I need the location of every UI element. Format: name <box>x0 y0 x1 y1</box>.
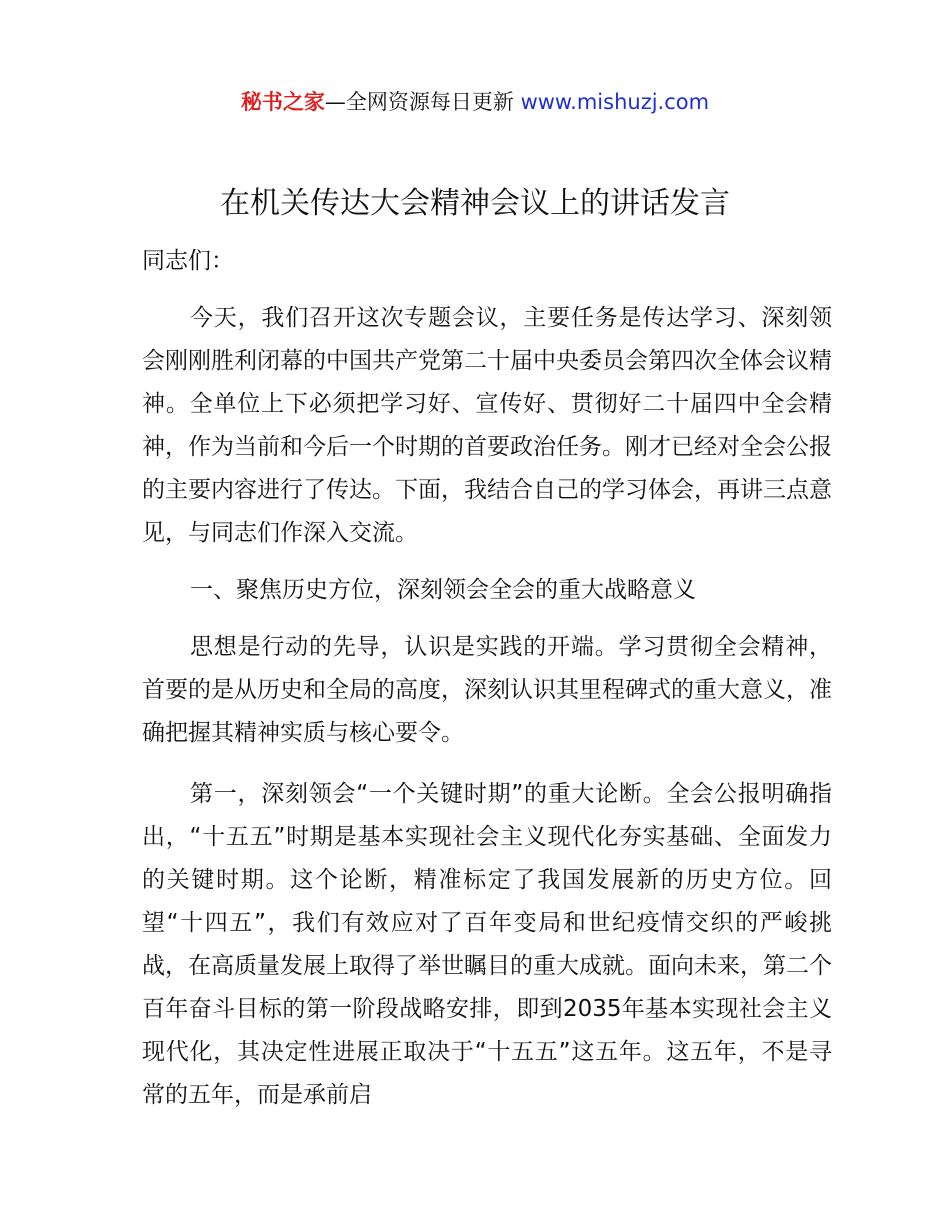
document-body <box>142 240 832 1117</box>
paragraph-section-1: 思想是行动的先导，认识是实践的开端。学习贯彻全会精神，首要的是从历史和全局的高度，深刻认识其里程碑式的重大意义，准确把握其精神实质与核心要令。 <box>142 634 832 746</box>
section-heading-1: 一、聚焦历史方位，深刻领会全会的重大战略意义 <box>190 577 696 603</box>
salutation: 同志们： <box>142 248 234 274</box>
site-url-link[interactable]: www.mishuzj.com <box>520 90 710 114</box>
paragraph-point-1: 第一，深刻领会“一个关键时期”的重大论断。全会公报明确指出，“十五五”时期是基本实现社会主义现代化夯实基础、全面发力的关键时期。这个论断，精准标定了我国发展新的历史方位。回望“十四五”，我们有效应对了百年变局和世纪疫情交织的严峻挑战，在高质量发展上取得了举世瞩目的重大成就。面向未来，第二个百年奋斗目标的第一阶段战略安排，即到2035年基本实现社会主义现代化，其决定性进展正取决于“十五五”这五年。这五年，不是寻常的五年，而是承前启 <box>142 781 832 1108</box>
site-banner <box>0 86 950 118</box>
site-tagline: —全网资源每日更新 <box>324 90 514 114</box>
document-title: 在机关传达大会精神会议上的讲话发言 <box>220 186 730 221</box>
paragraph-intro: 今天，我们召开这次专题会议，主要任务是传达学习、深刻领会刚刚胜利闭幕的中国共产党第二十届中央委员会第四次全体会议精神。全单位上下必须把学习好、宣传好、贯彻好二十届四中全会精神，作为当前和今后一个时期的首要政治任务。刚才已经对全会公报的主要内容进行了传达。下面，我结合自己的学习体会，再讲三点意见，与同志们作深入交流。 <box>142 305 832 546</box>
site-name: 秘书之家 <box>240 90 325 114</box>
